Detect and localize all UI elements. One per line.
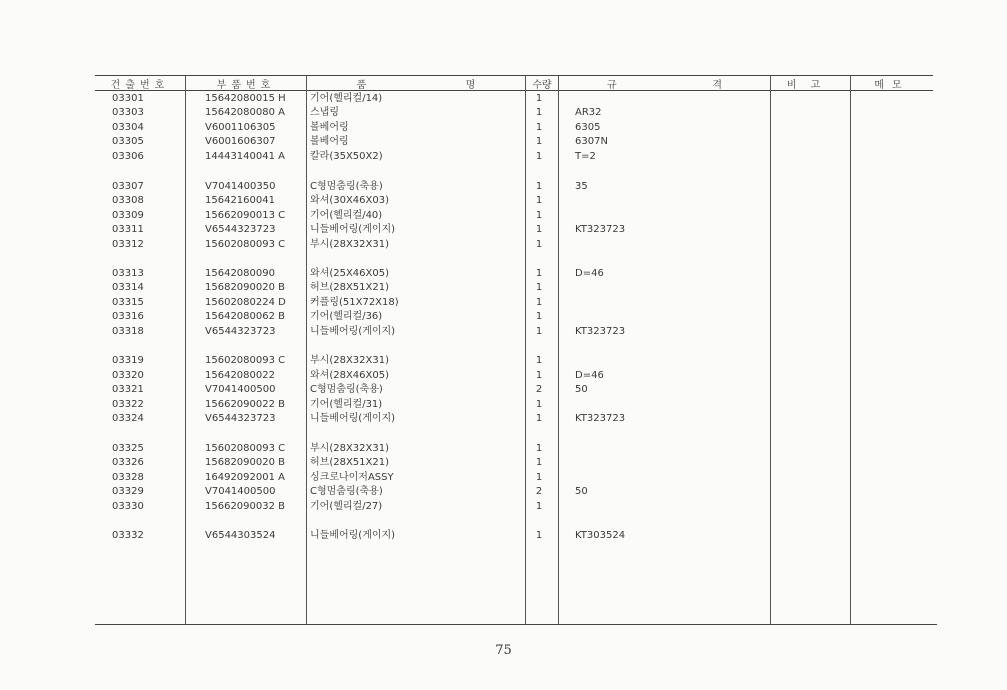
- row-qty: 1: [535, 151, 543, 162]
- row-part-no: 15642080080 A: [205, 107, 286, 118]
- row-code: 03309: [112, 210, 144, 221]
- table-row: [0, 383, 1007, 397]
- row-part-no: 15602080093 C: [205, 239, 286, 250]
- table-row: [0, 267, 1007, 281]
- row-part-no: 15662090013 C: [205, 210, 286, 221]
- row-part-no: 15662090022 B: [205, 399, 286, 410]
- row-code: 03328: [112, 472, 144, 483]
- row-name: 니들베어링(게이지): [310, 530, 396, 541]
- row-qty: 1: [535, 195, 543, 206]
- table-row: [0, 354, 1007, 368]
- row-code: 03305: [112, 136, 144, 147]
- table-row: [0, 121, 1007, 135]
- table-row: [0, 150, 1007, 164]
- row-qty: 1: [535, 472, 543, 483]
- row-qty: 1: [535, 297, 543, 308]
- row-part-no: V6544323723: [205, 326, 276, 337]
- row-name: 와셔(30X46X03): [310, 195, 389, 206]
- row-spec: T=2: [575, 151, 596, 162]
- row-name: 칼라(35X50X2): [310, 151, 383, 162]
- table-row: [0, 106, 1007, 120]
- table-row: [0, 369, 1007, 383]
- row-qty: 1: [535, 93, 543, 104]
- table-row: [0, 223, 1007, 237]
- table-row: [0, 310, 1007, 324]
- row-spec: KT303524: [575, 530, 626, 541]
- row-code: 03313: [112, 268, 144, 279]
- row-code: 03318: [112, 326, 144, 337]
- row-name: C형멈춤링(축용): [310, 486, 383, 497]
- row-code: 03316: [112, 311, 144, 322]
- table-row: [0, 92, 1007, 106]
- row-qty: 1: [535, 457, 543, 468]
- row-code: 03303: [112, 107, 144, 118]
- header-name: [307, 77, 525, 89]
- table-row: [0, 442, 1007, 456]
- row-spec: D=46: [575, 268, 604, 279]
- row-part-no: V6001606307: [205, 136, 276, 147]
- row-name: 와셔(25X46X05): [310, 268, 389, 279]
- row-part-no: V7041400350: [205, 181, 276, 192]
- header-part-no: 부품번호: [216, 79, 276, 91]
- row-name: 기어(헬리컬/31): [310, 399, 383, 410]
- row-qty: 2: [535, 486, 543, 497]
- row-spec: 35: [575, 181, 588, 192]
- row-qty: 1: [535, 239, 543, 250]
- table-row: [0, 485, 1007, 499]
- row-qty: 1: [535, 399, 543, 410]
- row-name: 허브(28X51X21): [310, 282, 389, 293]
- row-name: 부시(28X32X31): [310, 355, 389, 366]
- row-code: 03301: [112, 93, 144, 104]
- row-code: 03324: [112, 413, 144, 424]
- row-name: 기어(헬리컬/40): [310, 210, 383, 221]
- row-code: 03322: [112, 399, 144, 410]
- table-row: [0, 238, 1007, 252]
- header-qty: 수량: [532, 79, 552, 91]
- row-part-no: V7041400500: [205, 486, 276, 497]
- row-qty: 1: [535, 530, 543, 541]
- row-name: 기어(헬리컬/14): [310, 93, 383, 104]
- row-spec: 50: [575, 486, 588, 497]
- header-spec-a: 규: [606, 79, 617, 91]
- row-name: 니들베어링(게이지): [310, 224, 396, 235]
- row-qty: 1: [535, 311, 543, 322]
- row-part-no: 14443140041 A: [205, 151, 286, 162]
- row-qty: 1: [535, 122, 543, 133]
- table-row: [0, 471, 1007, 485]
- row-name: 싱크로나이저ASSY: [310, 472, 394, 483]
- table-row: [0, 325, 1007, 339]
- row-spec: AR32: [575, 107, 602, 118]
- row-qty: 1: [535, 443, 543, 454]
- row-part-no: 15642080015 H: [205, 93, 286, 104]
- row-code: 03321: [112, 384, 144, 395]
- row-part-no: 15642160041: [205, 195, 275, 206]
- row-name: 볼베어링: [310, 136, 349, 147]
- row-qty: 1: [535, 501, 543, 512]
- row-name: C형멈춤링(축용): [310, 181, 383, 192]
- row-code: 03329: [112, 486, 144, 497]
- row-code: 03325: [112, 443, 144, 454]
- row-spec: D=46: [575, 370, 604, 381]
- row-spec: KT323723: [575, 326, 626, 337]
- row-qty: 1: [535, 413, 543, 424]
- table-row: [0, 500, 1007, 514]
- header-remarks: 비고: [786, 79, 835, 91]
- row-code: 03332: [112, 530, 144, 541]
- header-name-a: 품: [356, 79, 367, 91]
- row-part-no: 15602080093 C: [205, 355, 286, 366]
- row-part-no: 15602080224 D: [205, 297, 286, 308]
- row-qty: 1: [535, 268, 543, 279]
- row-code: 03315: [112, 297, 144, 308]
- row-qty: 1: [535, 282, 543, 293]
- table-row: [0, 412, 1007, 426]
- row-qty: 1: [535, 136, 543, 147]
- table-bottom-rule: [95, 624, 937, 625]
- row-part-no: 15662090032 B: [205, 501, 286, 512]
- row-qty: 1: [535, 355, 543, 366]
- page-number: 75: [495, 643, 512, 658]
- row-part-no: 16492092001 A: [205, 472, 286, 483]
- row-name: 니들베어링(게이지): [310, 413, 396, 424]
- header-name-b: 명: [465, 79, 476, 91]
- row-part-no: V6544323723: [205, 413, 276, 424]
- table-row: [0, 456, 1007, 470]
- header-memo: 메모: [874, 79, 910, 91]
- row-code: 03319: [112, 355, 144, 366]
- row-part-no: V6001106305: [205, 122, 276, 133]
- row-part-no: 15682090020 B: [205, 282, 286, 293]
- row-spec: KT323723: [575, 224, 626, 235]
- row-name: 니들베어링(게이지): [310, 326, 396, 337]
- row-name: 커플링(51X72X18): [310, 297, 399, 308]
- table-row: [0, 135, 1007, 149]
- row-code: 03320: [112, 370, 144, 381]
- table-row: [0, 296, 1007, 310]
- row-qty: 1: [535, 224, 543, 235]
- row-name: 허브(28X51X21): [310, 457, 389, 468]
- row-spec: KT323723: [575, 413, 626, 424]
- row-part-no: V7041400500: [205, 384, 276, 395]
- row-code: 03306: [112, 151, 144, 162]
- row-code: 03330: [112, 501, 144, 512]
- row-code: 03308: [112, 195, 144, 206]
- row-spec: 6307N: [575, 136, 608, 147]
- table-row: [0, 180, 1007, 194]
- row-code: 03314: [112, 282, 144, 293]
- row-code: 03307: [112, 181, 144, 192]
- row-name: 부시(28X32X31): [310, 239, 389, 250]
- header-code: 건출번호: [110, 79, 170, 91]
- row-part-no: 15682090020 B: [205, 457, 286, 468]
- table-row: [0, 209, 1007, 223]
- table-row: [0, 529, 1007, 543]
- row-code: 03304: [112, 122, 144, 133]
- row-name: C형멈춤링(축용): [310, 384, 383, 395]
- row-name: 와셔(28X46X05): [310, 370, 389, 381]
- row-name: 볼베어링: [310, 122, 349, 133]
- table-row: [0, 194, 1007, 208]
- row-name: 기어(헬리컬/27): [310, 501, 383, 512]
- header-spec-b: 격: [712, 79, 723, 91]
- table-row: [0, 281, 1007, 295]
- row-qty: 1: [535, 370, 543, 381]
- row-qty: 2: [535, 384, 543, 395]
- row-part-no: V6544323723: [205, 224, 276, 235]
- row-name: 부시(28X32X31): [310, 443, 389, 454]
- row-qty: 1: [535, 181, 543, 192]
- row-part-no: 15642080090: [205, 268, 275, 279]
- row-part-no: 15642080022: [205, 370, 275, 381]
- row-qty: 1: [535, 210, 543, 221]
- row-spec: 50: [575, 384, 588, 395]
- row-name: 스냅링: [310, 107, 339, 118]
- row-code: 03312: [112, 239, 144, 250]
- row-part-no: 15602080093 C: [205, 443, 286, 454]
- header-spec: [559, 77, 770, 89]
- row-part-no: V6544303524: [205, 530, 276, 541]
- row-name: 기어(헬리컬/36): [310, 311, 383, 322]
- row-qty: 1: [535, 326, 543, 337]
- table-row: [0, 398, 1007, 412]
- row-code: 03311: [112, 224, 144, 235]
- row-part-no: 15642080062 B: [205, 311, 286, 322]
- row-code: 03326: [112, 457, 144, 468]
- row-spec: 6305: [575, 122, 601, 133]
- row-qty: 1: [535, 107, 543, 118]
